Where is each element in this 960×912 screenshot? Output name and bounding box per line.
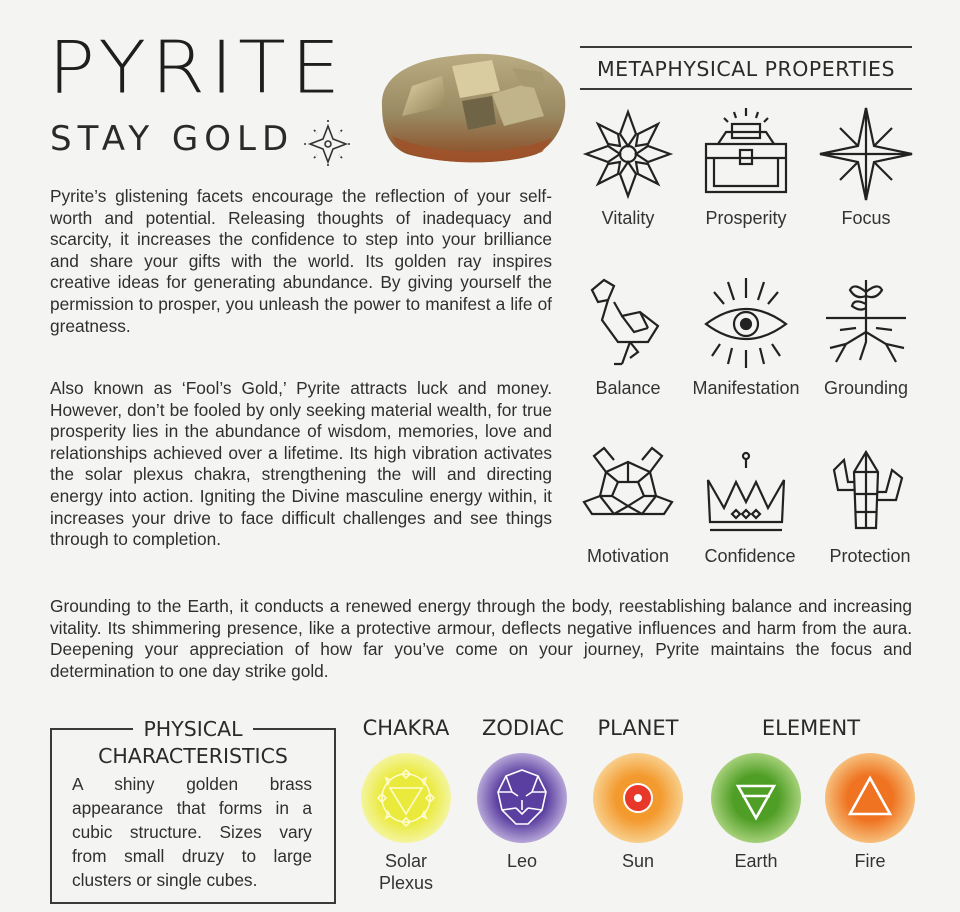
sprout-roots-icon — [816, 272, 916, 372]
sun-planet-icon — [592, 752, 684, 844]
crown-icon — [696, 442, 796, 542]
fire-element-icon — [824, 752, 916, 844]
sparkle-icon — [302, 118, 354, 175]
metaphysical-title: METAPHYSICAL PROPERTIES — [596, 57, 896, 81]
divider-top — [580, 46, 912, 48]
treasure-chest-icon — [696, 104, 796, 204]
property-label-confidence: Confidence — [704, 546, 796, 566]
eye-icon — [696, 272, 796, 372]
flower-icon — [578, 104, 678, 204]
chakra-label — [346, 850, 466, 894]
property-label-manifestation: Manifestation — [692, 378, 800, 398]
property-label-prosperity: Prosperity — [705, 208, 787, 228]
property-label-motivation: Motivation — [586, 546, 670, 566]
description-paragraph-3: Grounding to the Earth, it conducts a renewed energy through the body, reestablishing balance and increasing vitality. Its shimmering presence, like a protective armour, deflects negative influences and harm from the aura. Deepening your appreciation of how far you’ve come on your journey, Pyrite maintains the focus and determination to one day strike gold. — [50, 596, 912, 681]
chakra-heading: CHAKRA — [362, 716, 450, 740]
earth-element-icon — [710, 752, 802, 844]
page-subtitle: STAY GOLD — [50, 119, 295, 159]
zodiac-heading: ZODIAC — [482, 716, 564, 740]
element-heading: ELEMENT — [761, 716, 861, 740]
pyrite-stone-image — [372, 46, 572, 171]
property-label-protection: Protection — [829, 546, 911, 566]
description-paragraph-1: Pyrite’s glistening facets encourage the reflection of your self-worth and potential. Releasing thoughts of inadequacy and scarcity, it increases the confidence to step into your brilliance and share your gifts with the world. Its golden ray inspires creative ideas for generating abundance. By giving yourself the permission to prosper, you unleash the power to manifest a life of greatness. — [50, 186, 552, 336]
chakra-label-line2: Plexus — [378, 873, 434, 893]
planet-heading: PLANET — [597, 716, 679, 740]
page-title: PYRITE — [48, 26, 346, 111]
physical-characteristics-text: A shiny golden brass appearance that forms in a cubic structure. Sizes vary from small druzy to large clusters or single cubes. — [72, 774, 312, 890]
divider-bottom — [580, 88, 912, 90]
cactus-icon — [816, 442, 916, 542]
turtle-icon — [578, 442, 678, 542]
description-paragraph-2: Also known as ‘Fool’s Gold,’ Pyrite attracts luck and money. However, don’t be fooled by only seeking material wealth, for true prosperity lies in the abundance of wisdom, memories, love and relationships achieved over a lifetime. Its high vibration activates the solar plexus chakra, strengthening the will and directing energy into action. Igniting the Divine masculine energy within, it increases your drive to face difficult challenges and see things through to completion. — [50, 378, 552, 550]
planet-label: Sun — [621, 851, 655, 871]
property-label-grounding: Grounding — [823, 378, 909, 398]
physical-title-line1: PHYSICAL — [133, 717, 252, 741]
earth-label: Earth — [734, 851, 778, 871]
compass-star-icon — [816, 104, 916, 204]
solar-plexus-chakra-icon — [360, 752, 452, 844]
property-label-vitality: Vitality — [601, 208, 655, 228]
flamingo-icon — [578, 272, 678, 372]
fire-label: Fire — [854, 851, 886, 871]
physical-characteristics-title — [58, 716, 328, 770]
leo-zodiac-icon — [476, 752, 568, 844]
zodiac-label: Leo — [506, 851, 538, 871]
property-label-focus: Focus — [841, 208, 891, 228]
chakra-label-line1: Solar — [384, 851, 428, 871]
physical-title-line2: CHARACTERISTICS — [88, 744, 298, 768]
property-label-balance: Balance — [595, 378, 661, 398]
